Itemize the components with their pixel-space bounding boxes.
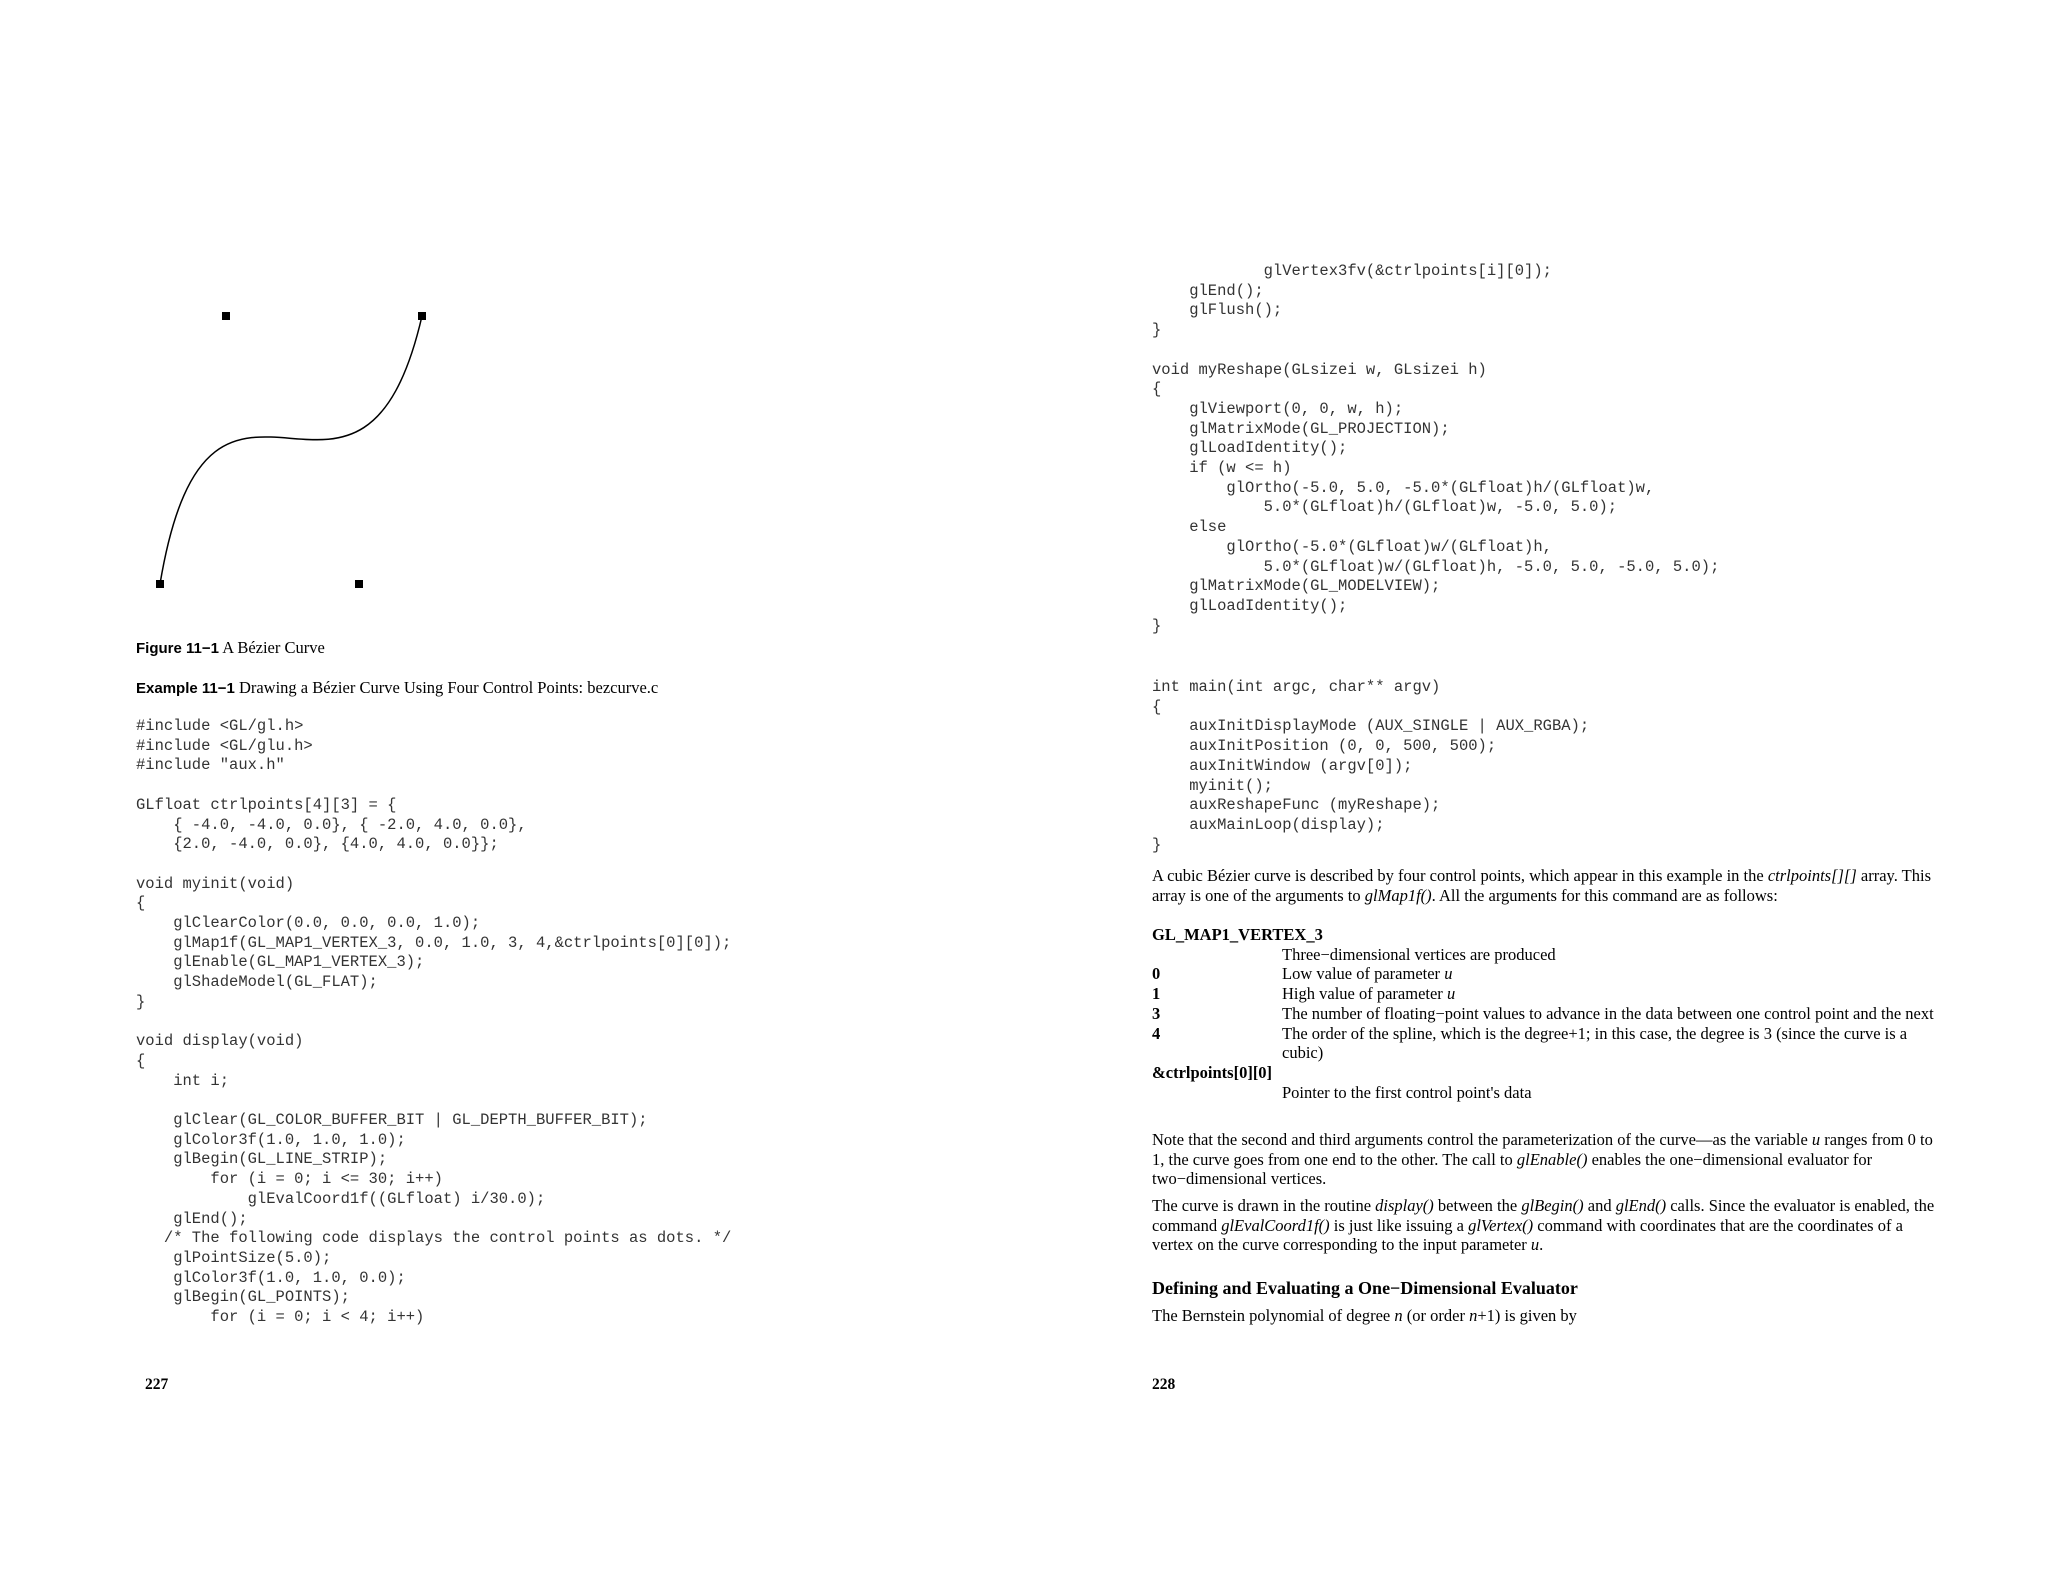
para2-glvertex: glVertex() bbox=[1468, 1215, 1534, 1235]
arg-desc: Pointer to the first control point's data bbox=[1282, 1082, 1532, 1102]
para2-display: display() bbox=[1375, 1196, 1434, 1215]
arg-desc: Three−dimensional vertices are produced bbox=[1282, 944, 1556, 964]
arg-key: 4 bbox=[1152, 1023, 1161, 1043]
para2-glevalcoord: glEvalCoord1f() bbox=[1221, 1215, 1330, 1235]
arg-desc bbox=[1282, 984, 1952, 1004]
para2-text-2: between the bbox=[1433, 1196, 1522, 1215]
figure-caption bbox=[136, 638, 325, 658]
intro-text-1: A cubic Bézier curve is described by four control points, which appear in this example in the bbox=[1152, 866, 1768, 885]
code-listing-left: #include <GL/gl.h> #include <GL/glu.h> #include "aux.h" GLfloat ctrlpoints[4][3] = { { -4.0, -4.0, 0.0}, { -2.0, 4.0, 0.0}, {2.0, -4.0, 0.0}, {4.0, 4.0, 0.0}}; void myinit(void) { glClearColor(0.0, 0.0, 0.0, 1.0); glMap1f(GL_MAP1_VERTEX_3, 0.0, 1.0, 3, 4,&ctrlpoints[0][0]); glEnable(GL_MAP1_VERTEX_3); glShadeModel(GL_FLAT); } void display(void) { int i; glClear(GL_COLOR_BUFFER_BIT | GL_DEPTH_BUFFER_BIT); glColor3f(1.0, 1.0, 1.0); glBegin(GL_LINE_STRIP); for (i = 0; i <= 30; i++) glEvalCoord1f((GLfloat) i/30.0); glEnd(); /* The following code displays the control points as dots. */ glPointSize(5.0); glColor3f(1.0, 1.0, 0.0); glBegin(GL_POINTS); for (i = 0; i < 4; i++) bbox=[136, 717, 732, 1327]
para2-text-3: and bbox=[1583, 1196, 1616, 1215]
arg-order bbox=[1152, 1024, 1952, 1063]
example-caption bbox=[136, 678, 658, 698]
right-page bbox=[1024, 0, 2048, 1582]
arg-ctrlpoints-pointer bbox=[1152, 1063, 1952, 1102]
para3-var-n2: n bbox=[1469, 1306, 1478, 1325]
para2-text-4: calls. Since the evaluator is enabled, the command bbox=[1152, 1196, 1935, 1235]
display-routine-paragraph bbox=[1152, 1196, 1942, 1255]
intro-ctrlpoints: ctrlpoints[][] bbox=[1767, 866, 1857, 885]
para3-text-3: +1) is given by bbox=[1477, 1306, 1577, 1325]
para3-text-2: (or order bbox=[1402, 1306, 1470, 1325]
para1-text-3: enables the one−dimensional evaluator for two−dimensional vertices. bbox=[1152, 1149, 1873, 1189]
bezier-curve-figure bbox=[140, 300, 440, 600]
arg-key: GL_MAP1_VERTEX_3 bbox=[1152, 925, 1323, 944]
bezier-curve bbox=[160, 316, 422, 584]
code-listing-right-1: glVertex3fv(&ctrlpoints[i][0]); glEnd(); glFlush(); } void myReshape(GLsizei w, GLsizei h) { glViewport(0, 0, w, h); glMatrixMode(GL_PROJECTION); glLoadIdentity(); if (w <= h) glOrtho(-5.0, 5.0, -5.0*(GLfloat)h/(GLfloat)w, 5.0*(GLfloat)h/(GLfloat)w, -5.0, 5.0); else glOrtho(-5.0*(GLfloat)w/(GLfloat)h, 5.0*(GLfloat)w/(GLfloat)h, -5.0, 5.0, -5.0, 5.0); glMatrixMode(GL_MODELVIEW); glLoadIdentity(); } bbox=[1152, 262, 1720, 635]
para2-var-u: u bbox=[1530, 1235, 1540, 1255]
arg-low-value bbox=[1152, 964, 1952, 984]
intro-paragraph bbox=[1152, 866, 1942, 905]
intro-text-3: . All the arguments for this command are as follows: bbox=[1431, 885, 1778, 905]
arg-desc-text: High value of parameter bbox=[1282, 984, 1447, 1004]
arg-desc-text: Low value of parameter bbox=[1282, 964, 1445, 984]
arg-desc: The order of the spline, which is the degree+1; in this case, the degree is 3 (since the curve is a cubic) bbox=[1282, 1023, 1908, 1063]
control-point-4 bbox=[418, 312, 426, 320]
intro-text-2: array. This array is one of the arguments to bbox=[1152, 866, 1931, 905]
para1-text-1: Note that the second and third arguments control the parameterization of the curve—as the variable bbox=[1152, 1130, 1812, 1149]
control-point-1 bbox=[156, 580, 164, 588]
arg-key: 1 bbox=[1152, 984, 1161, 1004]
arg-key: 0 bbox=[1152, 964, 1161, 984]
bernstein-paragraph bbox=[1152, 1306, 1942, 1326]
para2-glend: glEnd() bbox=[1615, 1196, 1667, 1215]
example-caption-label: Example 11−1 bbox=[136, 680, 235, 697]
para2-glbegin: glBegin() bbox=[1521, 1196, 1584, 1215]
arg-desc-var: u bbox=[1444, 964, 1453, 984]
para2-text-1: The curve is drawn in the routine bbox=[1152, 1196, 1376, 1215]
para1-glenable: glEnable() bbox=[1516, 1149, 1588, 1169]
para2-text-6: command with coordinates that are the coordinates of a vertex on the curve corresponding to the input parameter bbox=[1152, 1215, 1903, 1255]
arg-map1-vertex3 bbox=[1152, 925, 1952, 964]
para3-text-1: The Bernstein polynomial of degree bbox=[1152, 1306, 1395, 1325]
example-caption-text: Drawing a Bézier Curve Using Four Control Points: bezcurve.c bbox=[238, 678, 659, 697]
para2-text-7: . bbox=[1539, 1235, 1544, 1255]
para3-var-n: n bbox=[1394, 1306, 1403, 1325]
code-listing-right-2: int main(int argc, char** argv) { auxInitDisplayMode (AUX_SINGLE | AUX_RGBA); auxInitPosition (0, 0, 500, 500); auxInitWindow (argv[0]); myinit(); auxReshapeFunc (myReshape); auxMainLoop(display); } bbox=[1152, 678, 1590, 854]
page-number-right: 228 bbox=[1152, 1376, 1176, 1393]
page-number-left: 227 bbox=[145, 1376, 169, 1393]
figure-caption-text: A Bézier Curve bbox=[222, 638, 325, 657]
section-heading: Defining and Evaluating a One−Dimensional Evaluator bbox=[1152, 1278, 1578, 1298]
arg-desc: The number of floating−point values to advance in the data between one control point and the next bbox=[1282, 1003, 1934, 1023]
arg-desc-var: u bbox=[1446, 984, 1456, 1004]
para1-text-2: ranges from 0 to 1, the curve goes from one end to the other. The call to bbox=[1152, 1130, 1933, 1169]
arg-key: 3 bbox=[1152, 1003, 1161, 1023]
figure-caption-label: Figure 11−1 bbox=[136, 640, 219, 657]
control-point-2 bbox=[222, 312, 230, 320]
arg-stride bbox=[1152, 1004, 1952, 1024]
argument-list bbox=[1152, 925, 1952, 1102]
para2-text-5: is just like issuing a bbox=[1329, 1215, 1469, 1235]
parameterization-paragraph bbox=[1152, 1130, 1942, 1189]
arg-high-value bbox=[1152, 984, 1952, 1004]
intro-glmap1f: glMap1f() bbox=[1364, 885, 1432, 905]
arg-key: &ctrlpoints[0][0] bbox=[1152, 1062, 1273, 1082]
control-point-3 bbox=[355, 580, 363, 588]
para1-var-u: u bbox=[1811, 1130, 1821, 1149]
arg-desc bbox=[1282, 964, 1952, 984]
